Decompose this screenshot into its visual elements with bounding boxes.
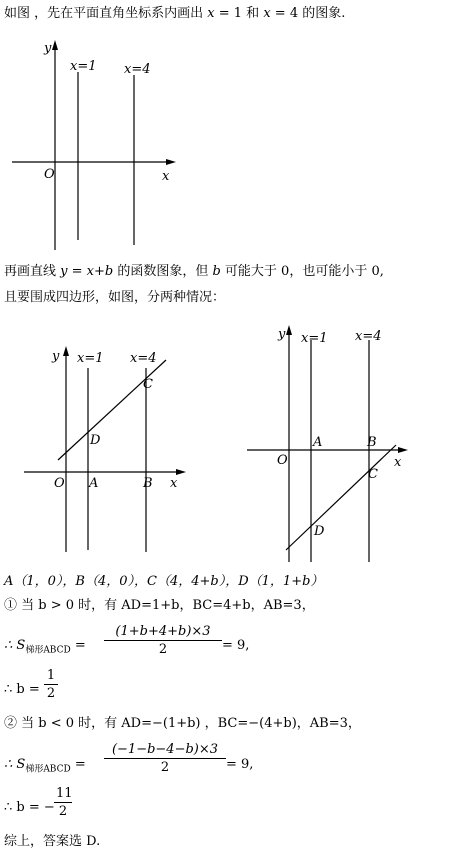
case1-eq: = [70,638,86,653]
fig3-y-label: y [278,327,286,342]
fig3-point-A: A [313,435,323,450]
case1-denominator: 2 [158,642,168,657]
case2-eq: = [70,757,86,772]
fig1-label-x4: x=4 [124,62,151,77]
case1-s-sub: 梯形ABCD [25,645,71,656]
intro-eq2: = 4 的图象. [270,6,346,21]
case2-area-result: = 9, [226,757,254,772]
fig3-point-C: C [368,467,378,482]
fig3-label-x4: x=4 [355,329,382,344]
fig3-point-D: D [314,524,325,539]
case2-b-fraction [54,786,72,819]
case2-s: ∴ S [4,757,26,772]
fig2-label-x1: x=1 [77,351,104,366]
intro-eq1: = 1 和 [214,6,264,21]
para2-eq: y = x+b [60,264,114,279]
fig3-line-y [286,445,396,550]
para2-prefix: 再画直线 [4,264,61,279]
case2-area-label [4,757,86,778]
case2-b-label: ∴ b = − [4,800,55,815]
fig2-y-label: y [52,349,60,364]
case2-head: ② 当 b < 0 时，有 AD=−(1+b) ，BC=−(4+b)，AB=3， [4,716,361,731]
case2-b-num: 11 [56,786,73,801]
case1-b-den: 2 [46,686,56,701]
case1-b-num: 1 [44,668,58,685]
conclusion-text: 综上，答案选 D. [4,834,101,849]
fig2-point-C: C [143,377,153,392]
case2-b-den: 2 [58,804,68,819]
fig3-label-x1: x=1 [301,331,328,346]
fig1-label-x1: x=1 [70,59,97,74]
case2-denominator: 2 [160,760,170,775]
case1-b-fraction [44,668,58,701]
para2-b: b [212,264,221,279]
fig1-x-label: x [162,169,170,184]
case2-s-sub: 梯形ABCD [25,764,71,775]
fig2-label-x4: x=4 [130,351,157,366]
fig3-point-B: B [367,435,377,450]
fig3-x-arrow [398,447,408,453]
case2-numerator: (−1−b−4−b)×3 [104,742,226,759]
case1-area-fraction [104,624,222,657]
case1-numerator: (1+b+4+b)×3 [104,624,222,641]
fig1-y-label: y [44,41,52,56]
fig2-x-label: x [170,476,178,491]
fig3-x-label: x [394,455,402,470]
para2-line2: 且要围成四边形，如图，分两种情况： [4,290,226,305]
fig2-point-A: A [89,476,99,491]
fig3-origin: O [277,453,288,468]
case1-b-label: ∴ b = [4,682,40,697]
intro-x2: x [263,6,271,21]
case2-area-fraction [104,742,226,775]
case1-s: ∴ S [4,638,26,653]
intro-x1: x [207,6,215,21]
intro-prefix: 如图 ，先在平面直角坐标系内画出 [4,6,208,21]
points-text: A（1，0），B（4，0），C（4，4+b），D（1，1+b） [4,574,324,589]
fig1-origin: O [44,167,55,182]
fig2-point-D: D [90,433,101,448]
case1-head: ① 当 b > 0 时，有 AD=1+b，BC=4+b，AB=3， [4,598,315,613]
fig3-y-arrow [286,325,292,335]
case1-area-result: = 9, [222,638,250,653]
para2-mid: 的函数图象，但 [113,264,213,279]
case1-area-label [4,638,86,659]
fig2-point-B: B [143,476,153,491]
para2-suffix: 可能大于 0，也可能小于 0, [220,264,384,279]
fig2-origin: O [54,476,65,491]
